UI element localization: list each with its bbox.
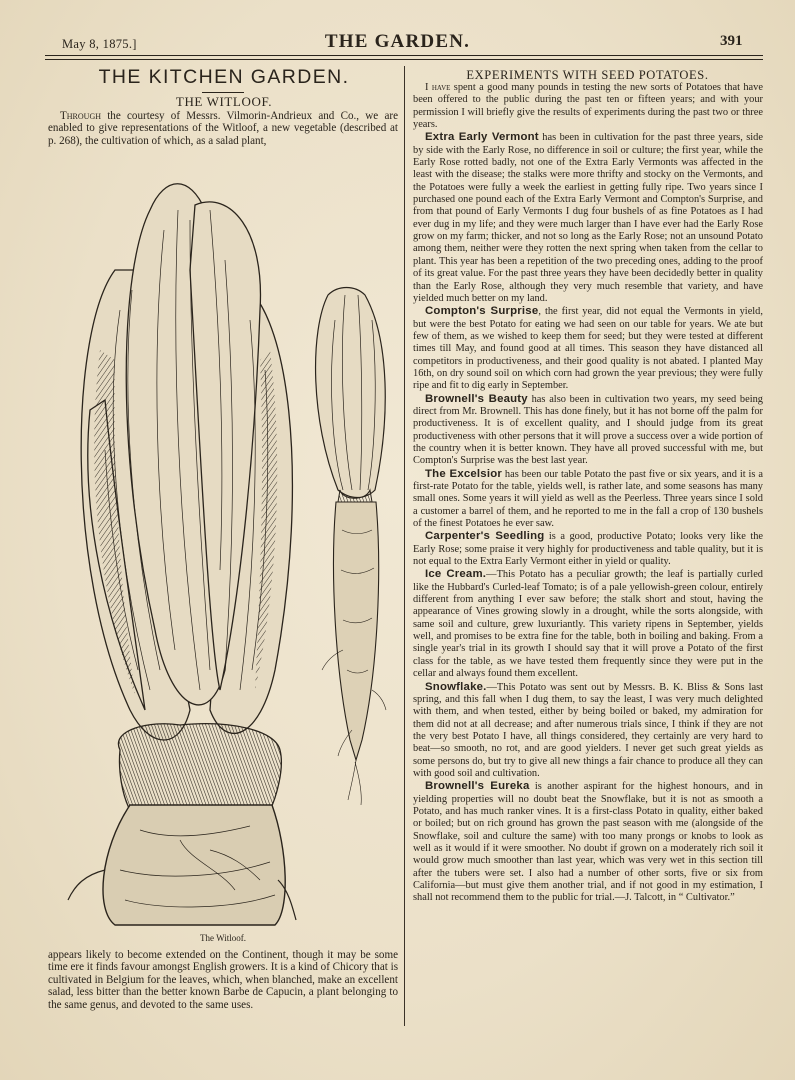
variety-text: has been our table Potato the past five or six years, and it is a first-rate Potato for the table, yields well, is rather late, and some seasons has many small ones. Some years it will yield as well as the Peerless. Three years since I sold a customer a barrel of them, and he reported to me in the fall a crop of 130 bushels of the finest Potatoes he ever saw. [413,468,763,530]
variety-name: Extra Early Vermont [425,131,539,144]
variety-text: is a good, productive Potato; looks very like the Early Rose; some praise it very highly for productiveness and table quality, but it is not equal to the Extra Early Vermont either in yield or quality. [413,531,764,568]
small-witloof-plant [316,288,386,806]
potato-intro-text: spent a good many pounds in testing the new sorts of Potatoes that have been offered to the public during the past ten or fifteen years; and with your permission I will briefly give the results of experiments during the past two or three years. [413,82,763,131]
variety-text: has been in cultivation for the past three years, side by side with the Early Rose, no difference in soil or culture; the first year, while the Early Rose rotted badly, not one of the Extra Early Vermonts was affected in the least with the disease; the stalks were more thrifty and stocky on the Vermonts, and the Potatoes were fully a week the earliest in getting fully ripe. Two years since I purchased one pound each of the Extra Early Vermont and Compton's Surprise, and from that pound of Early Vermonts I dug four bushels of as fine Potatoes as I had ever dug in my life; and they were much larger than I have ever had the Early Rose grow on my farm; thicker, and not so long as the Early Rose; not an unsound Potato among them, neither were they rotten the next spring when taken from the cellar to plant. This year has been a repetition of the two preceding ones, adding to the proof of its great value. For the past three years they have been decidedly better in quality than the Early Rose, although they very much resemble that variety, and have yielded much better on my land. [413,132,763,304]
potato-intro-lead: I have [425,82,451,93]
intro-text: the courtesy of Messrs. Vilmorin-Andrieux and Co., we are enabled to give representations of the Witloof, a new vegetable (described at p. 268), the cultivation of which, as a salad plant, [48,110,398,147]
title-underline [202,92,244,93]
section-ice-cream [413,568,763,680]
header-rule-thick [45,55,763,56]
variety-name: The Excelsior [425,467,502,480]
figure-caption: The Witloof. [200,933,246,943]
section-brownells-beauty [413,393,763,468]
variety-text: has also been in cultivation two years, my seed being direct from Mr. Brownell. This has done finely, but it has not borne off the palm for productiveness. It is of excellent quality, and I should judge from its great productiveness with other persons that it will prove a success over a wide portion of the country when it is better known. They have all proved successful with me, but Compton's Surprise was the best last year. [413,393,763,467]
section-the-excelsior [413,468,763,531]
article-title-witloof: THE WITLOOF. [175,94,273,109]
variety-name: Carpenter's Seedling [425,530,545,543]
section-snowflake [413,681,763,781]
side-rootlet [68,870,105,900]
header-date: May 8, 1875.] [62,37,137,51]
variety-name: Snowflake. [425,680,487,693]
section-extra-early-vermont [413,131,763,305]
page-number: 391 [720,33,743,49]
variety-name: Brownell's Beauty [425,392,528,405]
potato-article-body [413,82,763,905]
variety-name: Compton's Surprise [425,305,539,318]
variety-text: , the first year, did not equal the Vermonts in yield, but were the best Potato for eating we had seen on our table for years. We ate but few of them, as we wished to keep them for seed; but they were tested at different times till May, and found good at all times. This season they have distanced all competitors in productiveness, and their good quality is not abated. I planted May 16th, on dry sound soil on which corn had grown the year previous; they were fully ripe and fit to dig early in September. [413,306,763,392]
section-brownells-eureka [413,780,763,904]
article-title-potatoes: EXPERIMENTS WITH SEED POTATOES. [466,68,709,82]
variety-name: Brownell's Eureka [425,780,530,793]
section-comptons-surprise [413,305,763,392]
witloof-illustration [60,150,400,930]
header-rule-thin [45,59,763,60]
section-carpenters-seedling [413,530,763,568]
potato-intro-paragraph [413,82,763,131]
column-divider [404,66,405,1026]
variety-name: Ice Cream. [425,568,487,581]
variety-text: —This Potato was sent out by Messrs. B. K. Bliss & Sons last spring, and this fall when I dug them, to say the least, I was very much delighted with them, and when tested, either by being boiled or baked, my admiration for them did not at all decrease; and after numerous trials since, I think if they are not the very best Potato I have, all things considered, they certainly are very hard to beat—so smooth, no rot, and are good yielders. I never get such great yields as some persons do, but try to give all new things a fair chance to produce all they can with good soil and cultivation. [413,681,763,779]
root-crown [118,724,281,810]
witloof-intro-paragraph [48,110,398,147]
section-title: THE KITCHEN GARDEN. [98,66,350,88]
masthead-title: THE GARDEN. [324,31,471,52]
variety-text: is another aspirant for the highest honours, and in yielding properties will no doubt beat the Snowflake, but it is not as smooth a Potato, and has much ranker vines. It is a first-class Potato in quality, either baked or boiled; but on rich ground has grown the past season with me (alongside of the Snowflake, soil and culture the same) with too many prongs or knobs to look as well as it would if it were smoother. No doubt if grown on a moderately rich soil it would grow much smoother than last year, which was very wet in this section till after the tubers were set. I also had a number of other sorts, five or six from California—but must give them another trial, and if not good in my estimation, I shall not recommend them to the public for trial.—J. Talcott, in “ Cultivator.” [413,781,763,904]
witloof-continuation-paragraph: appears likely to become extended on the Continent, though it may be some time ere it finds favour amongst English growers. It is a kind of Chicory that is cultivated in Belgium for the leaves, which, when blanched, make an excellent salad, less bitter than the better known Barbe de Capucin, a plant belonging to the same genus, and devoted to the same uses. [48,949,399,1011]
variety-text: —This Potato has a peculiar growth; the leaf is partially curled like the Hubbard's Curled-leaf Tomato; is of a pale yellowish-green colour, entirely different from anything I ever saw before; the stalk short and stout, having the appearance of Vines growing slowly in a drought, while the sorts alongside, with same soil and culture, grew luxuriantly. This variety ripens in September, yields well, and promises to be extra fine for the table, both in boiling and baking. From a single year's trial in its growth I should say that it will prove a Potato of the first class for the table, as we have tested them frequently since they were put in the cellar and always found them excellent. [413,569,764,680]
intro-lead-word: Through [60,110,101,122]
